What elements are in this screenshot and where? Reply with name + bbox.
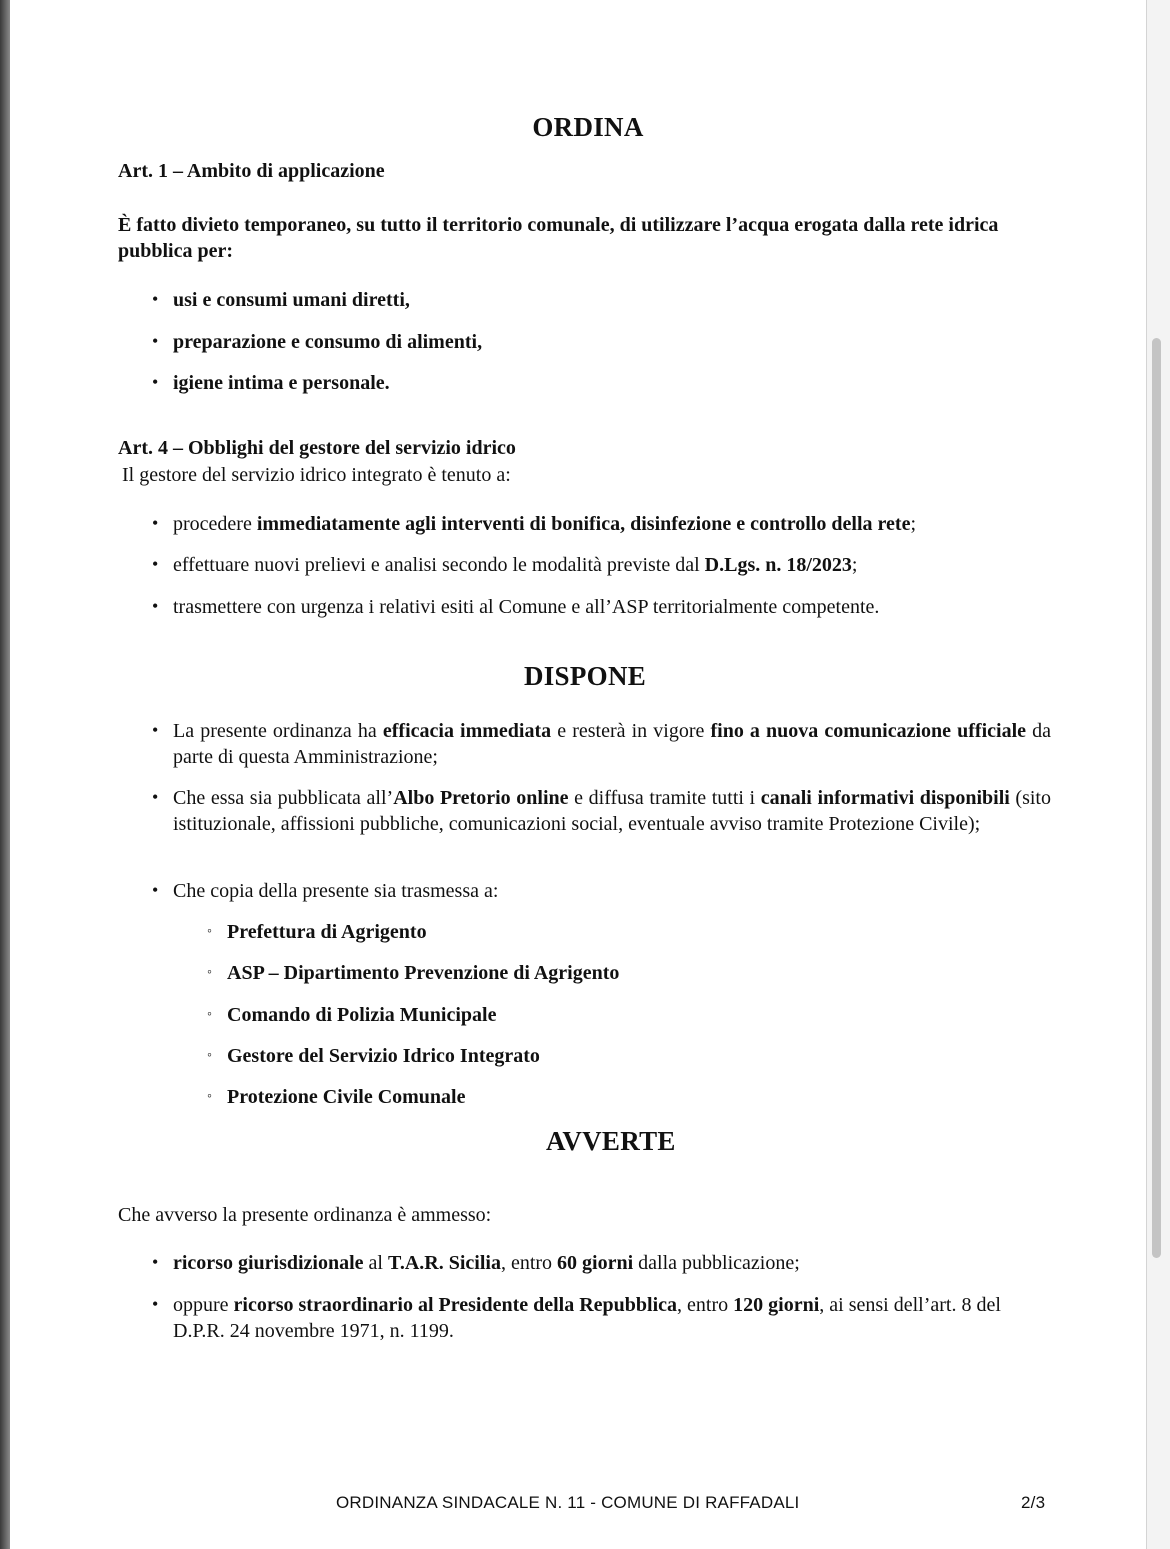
heading-avverte: AVVERTE: [546, 1126, 676, 1156]
sub-bullet-circle: ◦: [207, 1048, 212, 1063]
viewer-left-edge: [0, 0, 10, 1549]
sub-bullet-circle: ◦: [207, 965, 212, 980]
art4-item-1: procedere immediatamente agli interventi di bonifica, disinfezione e controllo della rete;: [173, 513, 917, 535]
bullet-dot: •: [152, 596, 159, 616]
dispone-item-1: La presente ordinanza ha efficacia immediata e resterà in vigore fino a nuova comunicazione ufficiale da parte di questa Amministrazione;: [173, 720, 1051, 768]
avverte-intro: Che avverso la presente ordinanza è ammesso:: [118, 1204, 492, 1226]
dispone-item-3: Che copia della presente sia trasmessa a:: [173, 880, 499, 902]
recipient-2: ASP – Dipartimento Prevenzione di Agrigento: [227, 962, 620, 984]
art4-item-3: trasmettere con urgenza i relativi esiti al Comune e all’ASP territorialmente competente.: [173, 596, 880, 618]
avverte-item-2: oppure ricorso straordinario al Presidente della Repubblica, entro 120 giorni, ai sensi dell’art. 8 del D.P.R. 24 novembre 1971, n. 1199.: [173, 1294, 1001, 1342]
bullet-dot: •: [152, 720, 159, 740]
dispone-item-2: Che essa sia pubblicata all’Albo Pretorio online e diffusa tramite tutti i canali informativi disponibili (sito istituzionale, affissioni pubbliche, comunicazioni social, eventuale avviso tramite Protezione Civile);: [173, 787, 1051, 835]
footer-title: ORDINANZA SINDACALE N. 11 - COMUNE DI RAFFADALI: [336, 1493, 800, 1512]
art1-item-1: usi e consumi umani diretti,: [173, 289, 410, 311]
art1-item-3: igiene intima e personale.: [173, 372, 390, 394]
bullet-dot: •: [152, 1294, 159, 1314]
footer-page-number: 2/3: [1021, 1493, 1046, 1512]
bullet-dot: •: [152, 787, 159, 807]
recipient-4: Gestore del Servizio Idrico Integrato: [227, 1045, 540, 1067]
bullet-dot: •: [152, 1252, 159, 1272]
recipient-5: Protezione Civile Comunale: [227, 1086, 466, 1108]
art4-intro: Il gestore del servizio idrico integrato è tenuto a:: [122, 464, 511, 486]
recipient-1: Prefettura di Agrigento: [227, 921, 427, 943]
sub-bullet-circle: ◦: [207, 1007, 212, 1022]
art1-intro: È fatto divieto temporaneo, su tutto il territorio comunale, di utilizzare l’acqua erogata dalla rete idrica pubblica per:: [118, 214, 999, 262]
viewer-scrollbar-thumb[interactable]: [1152, 338, 1161, 1258]
art1-title: Art. 1 – Ambito di applicazione: [118, 160, 385, 182]
heading-dispone: DISPONE: [523, 661, 647, 691]
bullet-dot: •: [152, 372, 159, 392]
heading-ordina: ORDINA: [532, 112, 644, 142]
bullet-dot: •: [152, 331, 159, 351]
bullet-dot: •: [152, 554, 159, 574]
bullet-dot: •: [152, 513, 159, 533]
recipient-3: Comando di Polizia Municipale: [227, 1004, 497, 1026]
art4-item-2: effettuare nuovi prelievi e analisi secondo le modalità previste dal D.Lgs. n. 18/2023;: [173, 554, 858, 576]
bullet-dot: •: [152, 880, 159, 900]
art4-title: Art. 4 – Obblighi del gestore del servizio idrico: [118, 437, 516, 459]
avverte-item-1: ricorso giurisdizionale al T.A.R. Sicilia, entro 60 giorni dalla pubblicazione;: [173, 1252, 800, 1274]
art1-item-2: preparazione e consumo di alimenti,: [173, 331, 483, 353]
bullet-dot: •: [152, 289, 159, 309]
sub-bullet-circle: ◦: [207, 924, 212, 939]
sub-bullet-circle: ◦: [207, 1089, 212, 1104]
